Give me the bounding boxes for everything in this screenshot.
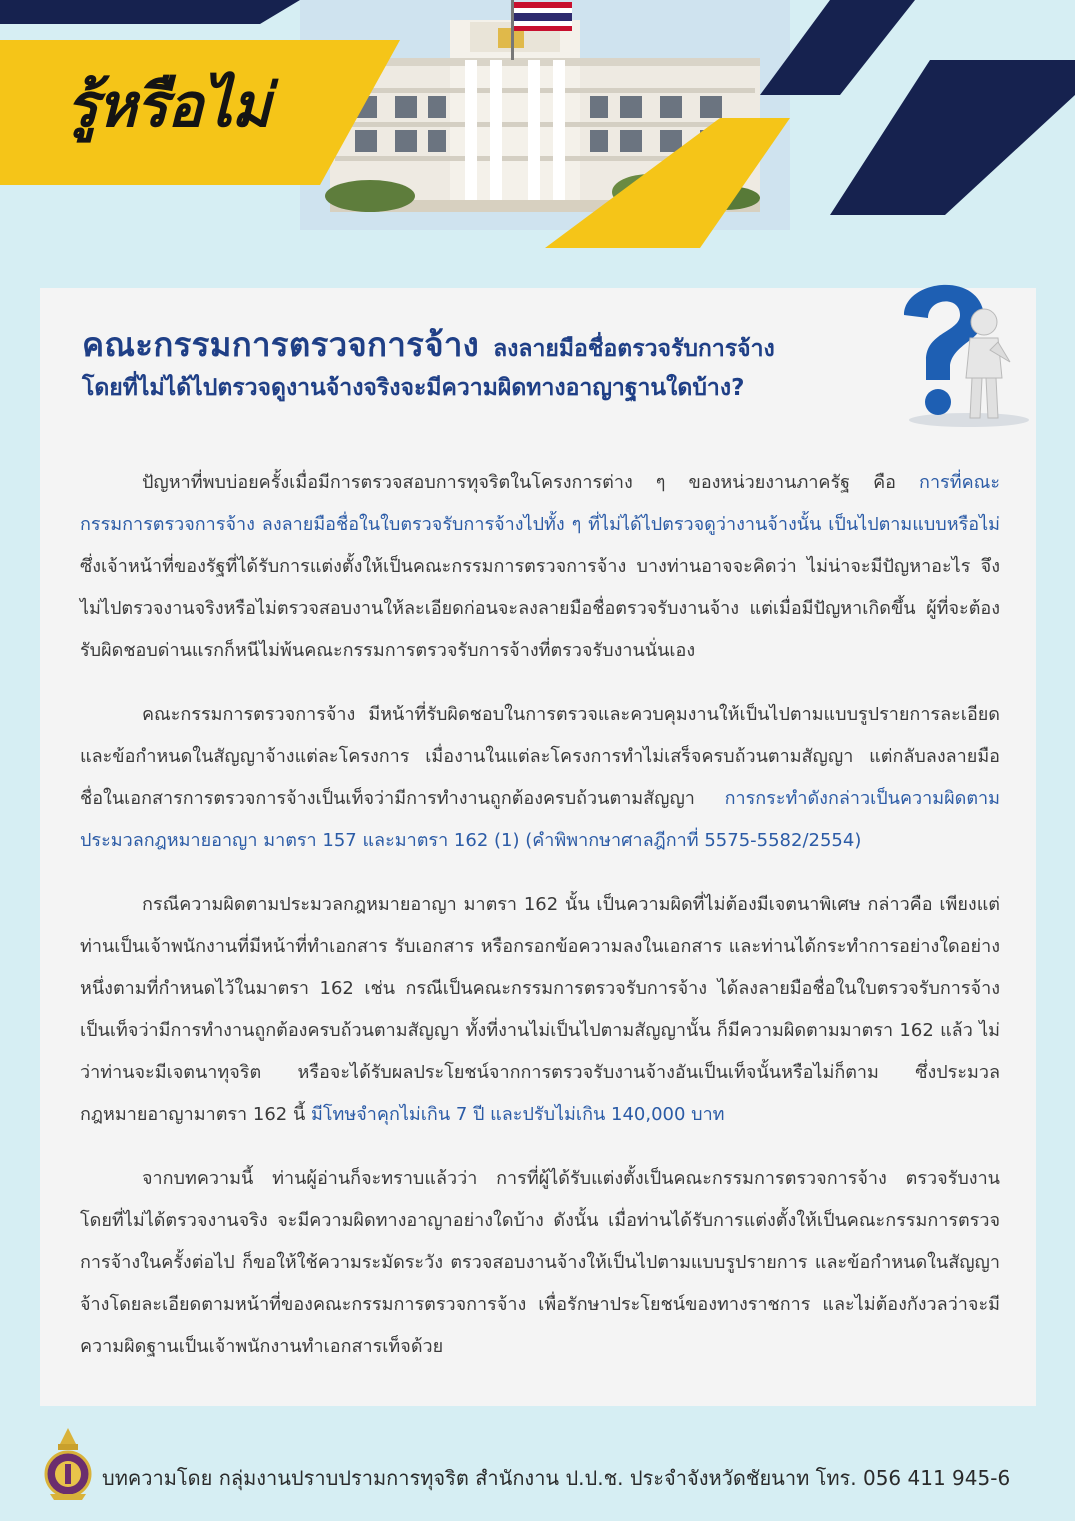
question-mark-figure [884, 270, 1034, 434]
paragraph-1-text-after: ซึ่งเจ้าหน้าที่ของรัฐที่ได้รับการแต่งตั้งให้เป็นคณะกรรมการตรวจการจ้าง บางท่านอาจจะคิดว่า ไม่น่าจะมีปัญหาอะไร จึงไม่ไปตรวจงานจริงหรือไม่ตรวจสอบงานให้ละเอียดก่อนจะลงลายมือชื่อตรวจรับงานจ้าง แต่เมื่อมีปัญหาเกิดขึ้น ผู้ที่จะต้องรับผิดชอบด่านแรกก็หนีไม่พ้นคณะกรรมการตรวจรับการจ้างที่ตรวจรับงานนั่นเอง [80, 556, 1000, 661]
paragraph-1-highlight: การที่คณะกรรมการตรวจการจ้าง ลงลายมือชื่อในใบตรวจรับการจ้างไปทั้ง ๆ ที่ไม่ได้ไปตรวจดูว่างานจ้างนั้น เป็นไปตามแบบหรือไม่ [80, 472, 1000, 535]
paragraph-1 [80, 462, 1000, 672]
paragraph-4-text: จากบทความนี้ ท่านผู้อ่านก็จะทราบแล้วว่า การที่ผู้ได้รับแต่งตั้งเป็นคณะกรรมการตรวจการจ้าง ตรวจรับงานโดยที่ไม่ได้ตรวจงานจริง จะมีความผิดทางอาญาอย่างใดบ้าง ดังนั้น เมื่อท่านได้รับการแต่งตั้งให้เป็นคณะกรรมการตรวจการจ้างในครั้งต่อไป ก็ขอให้ใช้ความระมัดระวัง ตรวจสอบงานจ้างให้เป็นไปตามแบบรูปรายการ และข้อกำหนดในสัญญาจ้างโดยละเอียดตามหน้าที่ของคณะกรรมการตรวจการจ้าง เพื่อรักษาประโยชน์ของทางราชการ และไม่ต้องกังวลว่าจะมีความผิดฐานเป็นเจ้าพนักงานทำเอกสารเท็จด้วย [80, 1168, 1000, 1357]
paragraph-2-text: คณะกรรมการตรวจการจ้าง มีหน้าที่รับผิดชอบในการตรวจและควบคุมงานให้เป็นไปตามแบบรูปรายการละเอียดและข้อกำหนดในสัญญาจ้างแต่ละโครงการ เมื่องานในแต่ละโครงการทำไม่เสร็จครบถ้วนตามสัญญา แต่กลับลงลายมือชื่อในเอกสารการตรวจการจ้างเป็นเท็จว่ามีการทำงานถูกต้องครบถ้วนตามสัญญา [80, 704, 1000, 809]
nacc-emblem-icon [42, 1426, 94, 1504]
header-banner [0, 0, 1075, 260]
question-icon [884, 270, 1034, 430]
paragraph-4 [80, 1158, 1000, 1368]
heading-committee: คณะกรรมการตรวจการจ้าง [82, 325, 480, 364]
paragraph-1-text: ปัญหาที่พบบ่อยครั้งเมื่อมีการตรวจสอบการทุจริตในโครงการต่าง ๆ ของหน่วยงานภาครัฐ คือ [142, 472, 920, 493]
heading-sign-off: ลงลายมือชื่อตรวจรับการจ้าง [493, 336, 775, 362]
article-heading-line2: โดยที่ไม่ได้ไปตรวจดูงานจ้างจริงจะมีความผิดทางอาญาฐานใดบ้าง? [82, 375, 745, 401]
paragraph-3-highlight: มีโทษจำคุกไม่เกิน 7 ปี และปรับไม่เกิน 140,000 บาท [311, 1104, 725, 1125]
paragraph-3-text: กรณีความผิดตามประมวลกฎหมายอาญา มาตรา 162 นั้น เป็นความผิดที่ไม่ต้องมีเจตนาพิเศษ กล่าวคือ เพียงแต่ท่านเป็นเจ้าพนักงานที่มีหน้าที่ทำเอกสาร รับเอกสาร หรือกรอกข้อความลงในเอกสาร และท่านได้กระทำการอย่างใดอย่างหนึ่งตามที่กำหนดไว้ในมาตรา 162 เช่น กรณีเป็นคณะกรรมการตรวจรับการจ้าง ได้ลงลายมือชื่อในใบตรวจรับการจ้างเป็นเท็จว่ามีการทำงานถูกต้องครบถ้วนตามสัญญา ทั้งที่งานไม่เป็นไปตามสัญญานั้น ก็มีความผิดตามมาตรา 162 แล้ว ไม่ว่าท่านจะมีเจตนาทุจริต หรือจะได้รับผลประโยชน์จากการตรวจรับงานจ้างอันเป็นเท็จนั้นหรือไม่ก็ตาม ซึ่งประมวลกฎหมายอาญามาตรา 162 นี้ [80, 894, 1000, 1125]
paragraph-2 [80, 694, 1000, 862]
article-heading-line1 [82, 318, 775, 371]
banner-title: รู้หรือไม่ [66, 71, 270, 141]
paragraph-2-highlight: การกระทำดังกล่าวเป็นความผิดตามประมวลกฎหมายอาญา มาตรา 157 และมาตรา 162 (1) (คำพิพากษาศาลฎีกาที่ 5575-5582/2554) [80, 788, 1000, 851]
article-body [80, 462, 1000, 1390]
footer-credit: บทความโดย กลุ่มงานปราบปรามการทุจริต สำนักงาน ป.ป.ช. ประจำจังหวัดชัยนาท โทร. 056 411 945-6 [102, 1466, 1011, 1490]
paragraph-3 [80, 884, 1000, 1136]
